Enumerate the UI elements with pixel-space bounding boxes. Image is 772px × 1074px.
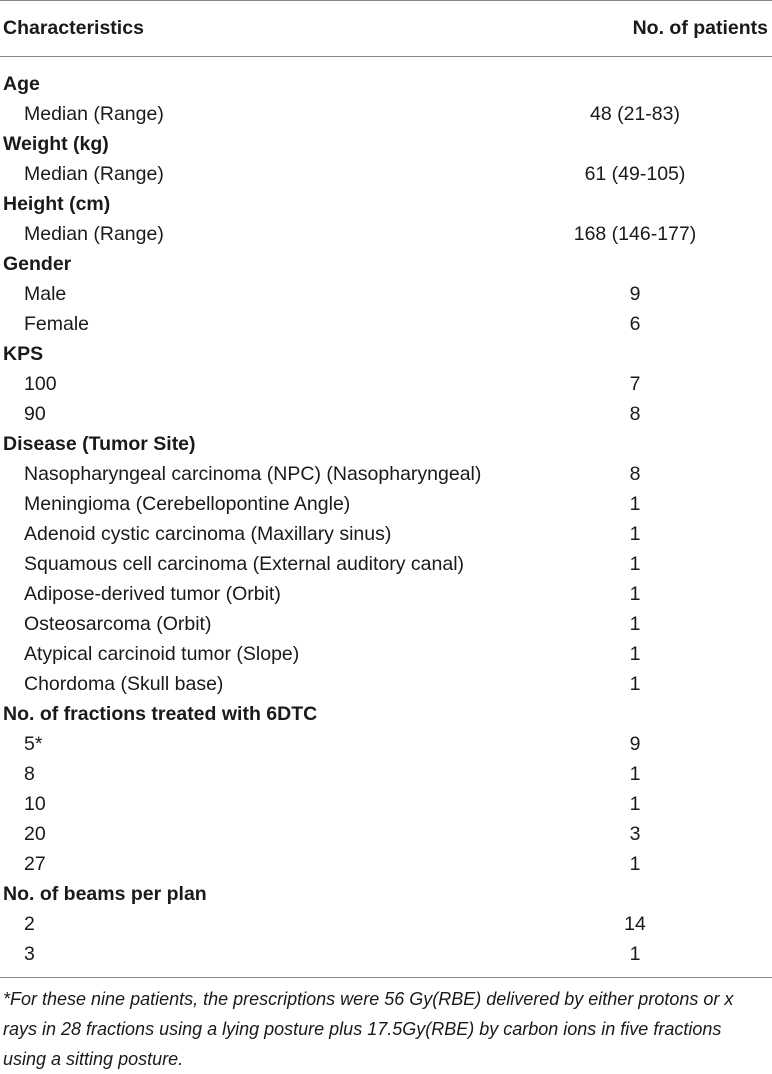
header-patient-count: No. of patients [632,17,768,39]
row-label: Chordoma (Skull base) [24,672,224,695]
table-row [0,729,772,759]
row-label: 3 [24,942,35,965]
table-row [0,99,772,129]
category-label: KPS [3,342,44,365]
table-row [0,639,772,669]
row-value: 7 [629,372,641,395]
table-row [0,489,772,519]
row-value: 168 (146-177) [573,222,697,245]
row-label: Meningioma (Cerebellopontine Angle) [24,492,351,515]
table-row [0,579,772,609]
row-value: 9 [629,732,641,755]
row-value: 14 [624,912,646,935]
table-row [0,939,772,969]
row-label: Median (Range) [24,102,164,125]
table-row [0,399,772,429]
row-value: 6 [629,312,641,335]
category-row [0,339,772,369]
table-row [0,309,772,339]
table-row [0,609,772,639]
row-value: 1 [629,942,641,965]
row-value: 9 [629,282,641,305]
row-label: Squamous cell carcinoma (External auditory canal) [24,552,465,575]
table-row [0,669,772,699]
category-label: No. of fractions treated with 6DTC [3,702,318,725]
row-label: Median (Range) [24,162,164,185]
row-label: 100 [24,372,57,395]
category-label: No. of beams per plan [3,882,207,905]
row-value: 8 [629,462,641,485]
table-row [0,789,772,819]
table-header [0,1,772,56]
row-label: Osteosarcoma (Orbit) [24,612,212,635]
row-label: Nasopharyngeal carcinoma (NPC) (Nasopharyngeal) [24,462,482,485]
row-label: 20 [24,822,46,845]
row-label: Adipose-derived tumor (Orbit) [24,582,281,605]
row-label: 5* [24,732,43,755]
row-value: 1 [629,612,641,635]
category-row [0,429,772,459]
row-value: 61 (49-105) [584,162,686,185]
table-row [0,369,772,399]
table-row [0,819,772,849]
row-label: 2 [24,912,35,935]
row-value: 48 (21-83) [590,102,680,125]
row-label: 10 [24,792,46,815]
row-value: 1 [629,792,641,815]
category-label: Disease (Tumor Site) [3,432,196,455]
category-row [0,189,772,219]
row-value: 1 [629,762,641,785]
row-label: Male [24,282,67,305]
table-row [0,279,772,309]
category-label: Gender [3,252,72,275]
row-label: Female [24,312,90,335]
row-label: Atypical carcinoid tumor (Slope) [24,642,300,665]
table-row [0,219,772,249]
row-label: 8 [24,762,35,785]
row-label: Adenoid cystic carcinoma (Maxillary sinus) [24,522,392,545]
category-row [0,249,772,279]
category-label: Age [3,72,40,95]
table-row [0,759,772,789]
category-label: Height (cm) [3,192,111,215]
category-row [0,879,772,909]
row-label: 27 [24,852,46,875]
category-row [0,129,772,159]
table-row [0,159,772,189]
row-value: 1 [629,672,641,695]
category-label: Weight (kg) [3,132,109,155]
row-value: 1 [629,552,641,575]
header-characteristics: Characteristics [3,17,144,39]
row-value: 1 [629,582,641,605]
table-row [0,549,772,579]
table-row [0,909,772,939]
row-value: 8 [629,402,641,425]
row-value: 1 [629,852,641,875]
row-value: 1 [629,492,641,515]
table-row [0,519,772,549]
table-row [0,459,772,489]
row-label: Median (Range) [24,222,164,245]
row-value: 1 [629,642,641,665]
category-row [0,69,772,99]
category-row [0,699,772,729]
row-label: 90 [24,402,46,425]
row-value: 1 [629,522,641,545]
table-footnote: *For these nine patients, the prescriptions were 56 Gy(RBE) delivered by either protons or x rays in 28 fractions using a lying posture plus 17.5Gy(RBE) by carbon ions in five fractions using a sitting posture. [3,989,734,1069]
table-row [0,849,772,879]
row-value: 3 [629,822,641,845]
table-body [0,57,772,969]
